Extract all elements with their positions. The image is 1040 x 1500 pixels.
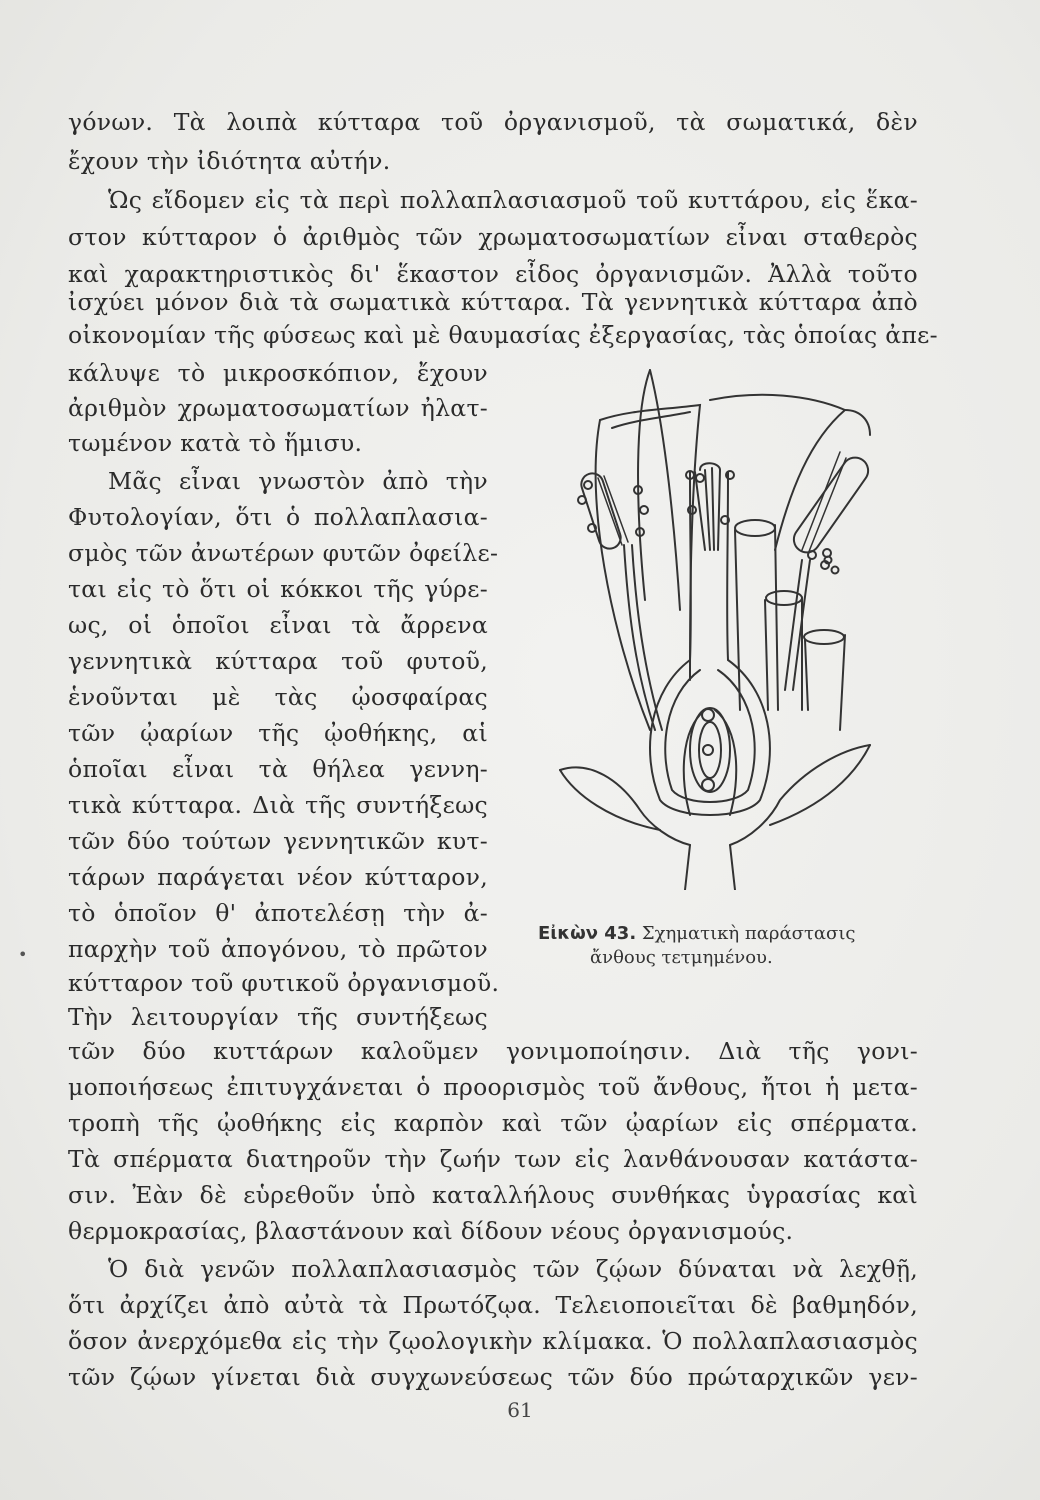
- text-line: τὸ ὁποῖον θ' ἀποτελέσῃ τὴν ἀ-: [68, 899, 488, 927]
- text-line: ἀριθμὸν χρωματοσωματίων ἠλατ-: [68, 394, 488, 422]
- text-line: τῶν δύο κυττάρων καλοῦμεν γονιμοποίησιν. Διὰ τῆς γονι-: [68, 1037, 918, 1065]
- text-line: Ὡς εἴδομεν εἰς τὰ περὶ πολλαπλασιασμοῦ τοῦ κυττάρου, εἰς ἕκα-: [108, 186, 918, 214]
- text-line: Ὁ διὰ γενῶν πολλαπλασιασμὸς τῶν ζῴων δύναται νὰ λεχθῇ,: [108, 1255, 918, 1283]
- text-line: σμὸς τῶν ἀνωτέρων φυτῶν ὀφείλε-: [68, 539, 499, 567]
- text-line: οἰκονομίαν τῆς φύσεως καὶ μὲ θαυμασίας ἐξεργασίας, τὰς ὁποίας ἀπε-: [68, 321, 938, 349]
- text-line: τῶν δύο τούτων γεννητικῶν κυτ-: [68, 827, 488, 855]
- margin-mark: •: [18, 945, 28, 964]
- text-line: ἰσχύει μόνον διὰ τὰ σωματικὰ κύτταρα. Τὰ γεννητικὰ κύτταρα ἀπὸ: [68, 288, 918, 316]
- figure-caption: [538, 922, 918, 970]
- text-line: τροπὴ τῆς ᾠοθήκης εἰς καρπὸν καὶ τῶν ᾠαρίων εἰς σπέρματα.: [68, 1109, 918, 1137]
- text-line: ως, οἱ ὁποῖοι εἶναι τὰ ἄρρενα: [68, 611, 488, 639]
- flower-section-illustration: [540, 350, 920, 890]
- text-line: τάρων παράγεται νέον κύτταρον,: [68, 863, 488, 891]
- text-line: τῶν ᾠαρίων τῆς ᾠοθήκης, αἱ: [68, 719, 488, 747]
- text-line: παρχὴν τοῦ ἀπογόνου, τὸ πρῶτον: [68, 935, 488, 963]
- text-line: γεννητικὰ κύτταρα τοῦ φυτοῦ,: [68, 647, 488, 675]
- text-line: γόνων. Τὰ λοιπὰ κύτταρα τοῦ ὀργανισμοῦ, τὰ σωματικά, δὲν: [68, 108, 918, 136]
- text-line: Φυτολογίαν, ὅτι ὁ πολλαπλασια-: [68, 503, 488, 531]
- text-line: σιν. Ἐὰν δὲ εὑρεθοῦν ὑπὸ καταλλήλους συνθήκας ὑγρασίας καὶ: [68, 1181, 918, 1209]
- text-line: ἑνοῦνται μὲ τὰς ᾠοσφαίρας: [68, 683, 488, 711]
- text-line: ὅσον ἀνερχόμεθα εἰς τὴν ζῳολογικὴν κλίμακα. Ὁ πολλαπλασιασμὸς: [68, 1327, 918, 1355]
- text-line: ὁποῖαι εἶναι τὰ θήλεα γεννη-: [68, 755, 488, 783]
- text-line: τωμένον κατὰ τὸ ἥμισυ.: [68, 429, 363, 457]
- text-line: ἔχουν τὴν ἰδιότητα αὐτήν.: [68, 147, 391, 175]
- text-line: Τὴν λειτουργίαν τῆς συντήξεως: [68, 1003, 488, 1031]
- text-line: τῶν ζῴων γίνεται διὰ συγχωνεύσεως τῶν δύο πρώταρχικῶν γεν-: [68, 1363, 918, 1391]
- text-line: Τὰ σπέρματα διατηροῦν τὴν ζωήν των εἰς λανθάνουσαν κατάστα-: [68, 1145, 918, 1173]
- text-line: Μᾶς εἶναι γνωστὸν ἀπὸ τὴν: [108, 467, 488, 495]
- text-line: τικὰ κύτταρα. Διὰ τῆς συντήξεως: [68, 791, 488, 819]
- text-line: μοποιήσεως ἐπιτυγχάνεται ὁ προορισμὸς τοῦ ἄνθους, ἤτοι ἡ μετα-: [68, 1073, 918, 1101]
- text-line: κάλυψε τὸ μικροσκόπιον, ἔχουν: [68, 359, 488, 387]
- figure-caption-text-2: ἄνθους τετμημένου.: [590, 947, 773, 968]
- figure-caption-text: Σχηματικὴ παράστασις: [641, 923, 856, 944]
- page-number: 61: [507, 1398, 533, 1422]
- figure-label: Εἰκὼν 43.: [538, 923, 637, 944]
- text-line: καὶ χαρακτηριστικὸς δι' ἕκαστον εἶδος ὀργανισμῶν. Ἀλλὰ τοῦτο: [68, 260, 918, 288]
- text-line: στον κύτταρον ὁ ἀριθμὸς τῶν χρωματοσωματίων εἶναι σταθερὸς: [68, 223, 918, 251]
- text-line: ται εἰς τὸ ὅτι οἱ κόκκοι τῆς γύρε-: [68, 575, 488, 603]
- text-line: ὅτι ἀρχίζει ἀπὸ αὐτὰ τὰ Πρωτόζῳα. Τελειοποιεῖται δὲ βαθμηδόν,: [68, 1291, 918, 1319]
- text-line: κύτταρον τοῦ φυτικοῦ ὀργανισμοῦ.: [68, 969, 500, 997]
- text-line: θερμοκρασίας, βλαστάνουν καὶ δίδουν νέους ὀργανισμούς.: [68, 1217, 794, 1245]
